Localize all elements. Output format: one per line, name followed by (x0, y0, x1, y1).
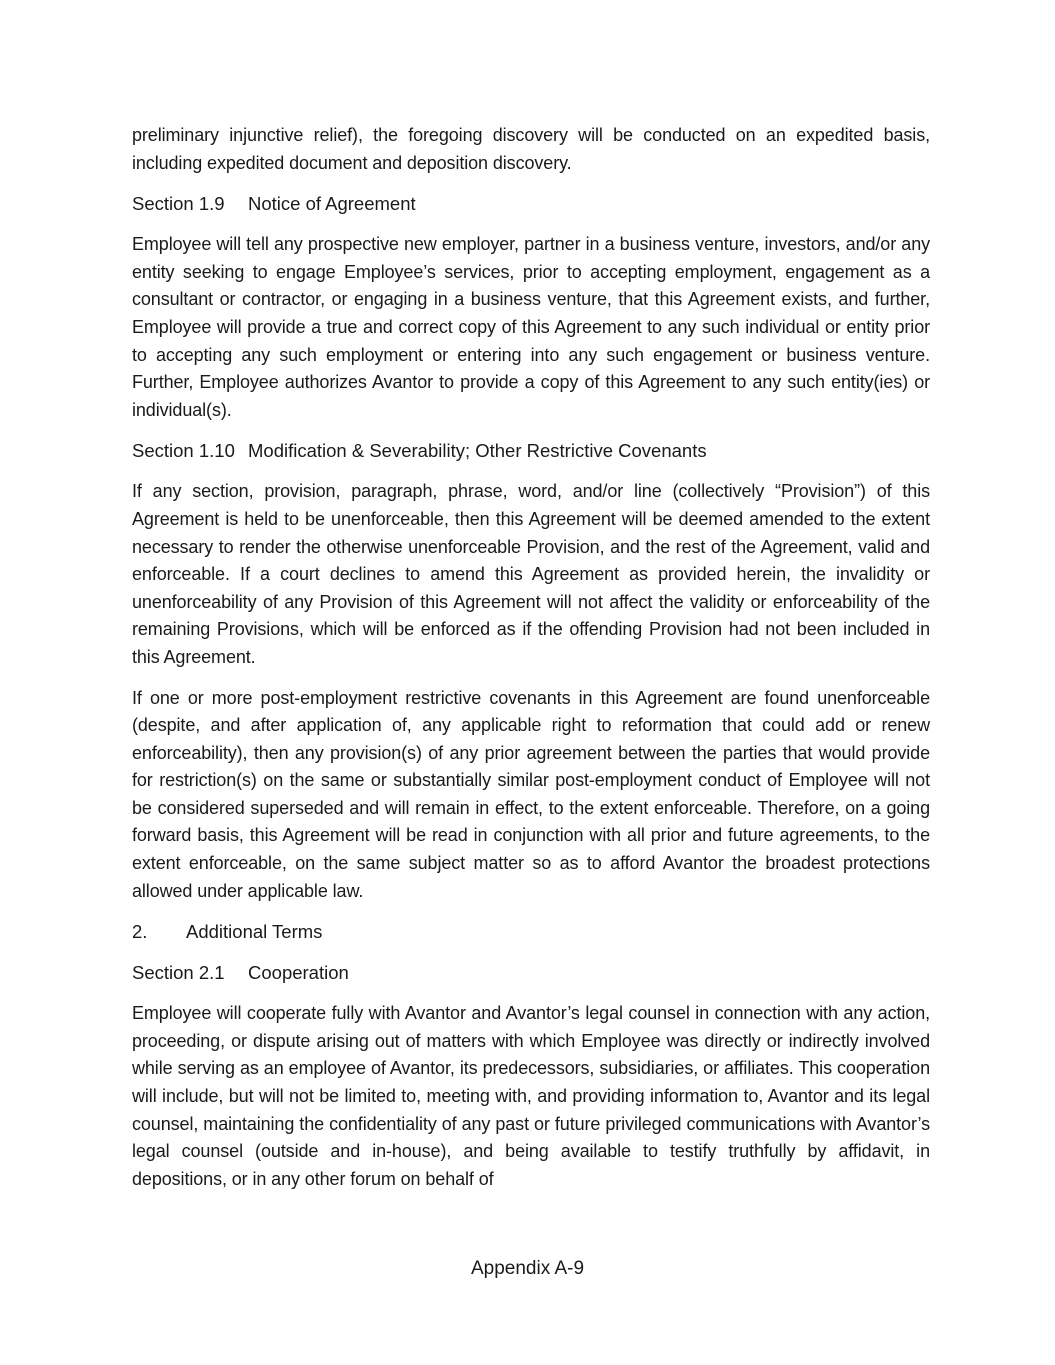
section-1-10-body-2: If one or more post-employment restrictive covenants in this Agreement are found unenforceable (despite, and after application of, any applicable right to reformation that could add or renew enforceability), then any provision(s) of any prior agreement between the parties that would provide for restriction(s) on the same or substantially similar post-employment conduct of Employee will not be considered superseded and will remain in effect, to the extent enforceable. Therefore, on a going forward basis, this Agreement will be read in conjunction with all prior and future agreements, to the extent enforceable, on the same subject matter so as to afford Avantor the broadest protections allowed under applicable law. (132, 687, 930, 901)
section-1-9-body: Employee will tell any prospective new employer, partner in a business venture, investors, and/or any entity seeking to engage Employee’s services, prior to accepting employment, engagement as a consultant or contractor, or engaging in a business venture, that this Agreement exists, and further, Employee will provide a true and correct copy of this Agreement to any such individual or entity prior to accepting any such employment or entering into any such engagement or business venture. Further, Employee authorizes Avantor to provide a copy of this Agreement to any such entity(ies) or individual(s). (132, 234, 930, 420)
intro-paragraph: preliminary injunctive relief), the foregoing discovery will be conducted on an expedited basis, including expedited document and deposition discovery. (132, 125, 930, 173)
article-title: Additional Terms (186, 921, 323, 943)
section-number: Section 1.9 (132, 193, 225, 215)
section-number: Section 1.10 (132, 440, 235, 462)
section-number: Section 2.1 (132, 962, 225, 984)
section-2-1-body: Employee will cooperate fully with Avantor and Avantor’s legal counsel in connection with any action, proceeding, or dispute arising out of matters with which Employee was directly or indirectly involved while serving as an employee of Avantor, its predecessors, subsidiaries, or affiliates. This cooperation will include, but will not be limited to, meeting with, and providing information to, Avantor and its legal counsel, maintaining the confidentiality of any past or future privileged communications with Avantor’s legal counsel (outside and in-house), and being available to testify truthfully by affidavit, in depositions, or in any other forum on behalf of (132, 1003, 930, 1189)
section-title: Notice of Agreement (248, 193, 416, 215)
page-footer: Appendix A-9 (470, 1258, 585, 1279)
section-1-10-heading (132, 437, 930, 464)
section-title: Cooperation (248, 962, 349, 984)
article-2-heading (132, 918, 930, 945)
section-title: Modification & Severability; Other Restrictive Covenants (248, 440, 707, 462)
section-1-9-heading (132, 190, 930, 217)
section-2-1-heading (132, 959, 930, 986)
article-number: 2. (132, 921, 148, 943)
section-1-10-body-1: If any section, provision, paragraph, phrase, word, and/or line (collectively “Provision”) of this Agreement is held to be unenforceable, then this Agreement will be deemed amended to the extent necessary to render the otherwise unenforceable Provision, and the rest of the Agreement, valid and enforceable. If a court declines to amend this Agreement as provided herein, the invalidity or unenforceability of any Provision of this Agreement will not affect the validity or enforceability of the remaining Provisions, which will be enforced as if the offending Provision had not been included in this Agreement. (132, 481, 930, 667)
document-page (132, 122, 930, 1206)
